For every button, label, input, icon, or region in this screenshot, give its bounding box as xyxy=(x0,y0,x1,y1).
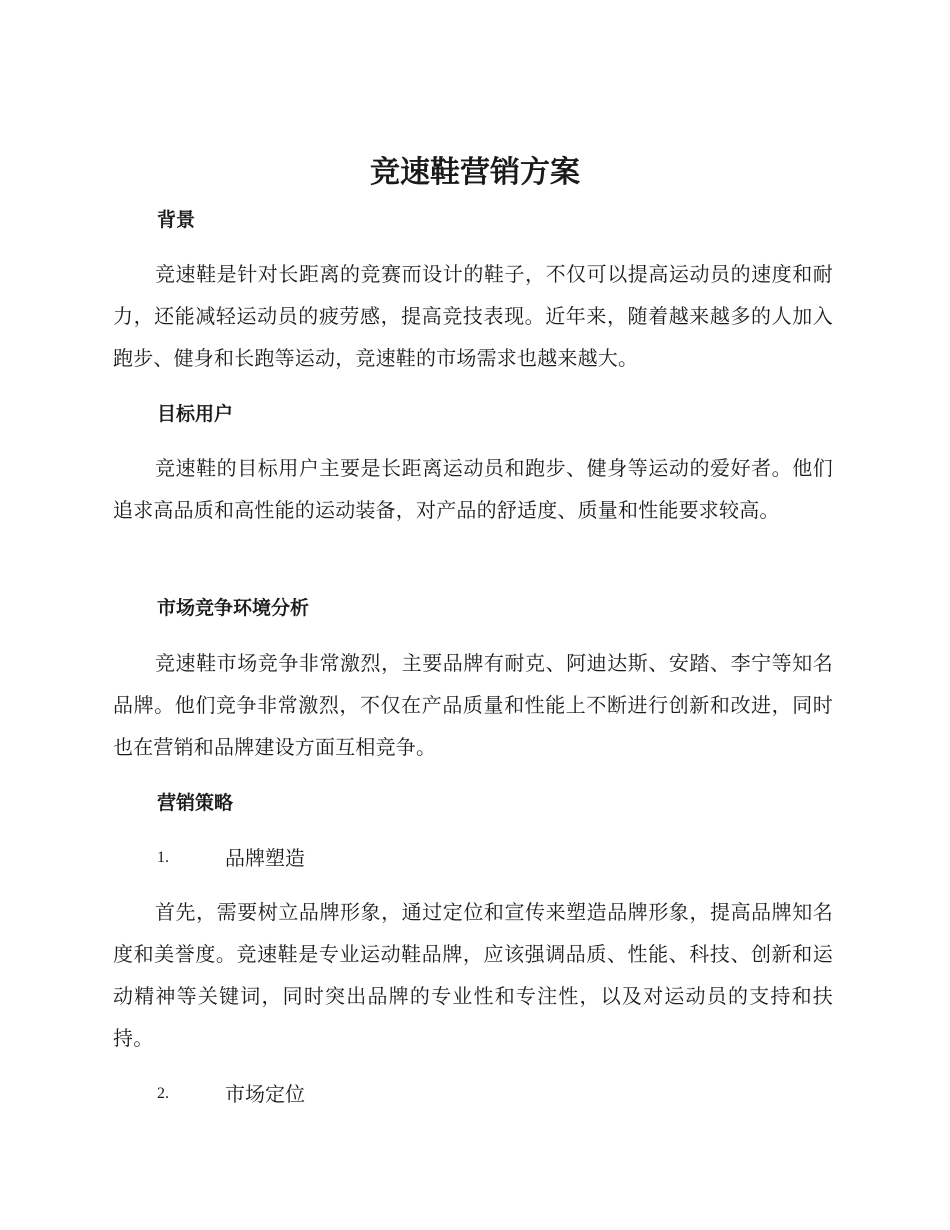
section-paragraph-target-users: 竞速鞋的目标用户主要是长距离运动员和跑步、健身等运动的爱好者。他们追求高品质和高性能的运动装备，对产品的舒适度、质量和性能要求较高。 xyxy=(113,456,833,522)
document-title: 竞速鞋营销方案 xyxy=(370,155,580,190)
list-item-paragraph-brand-building: 首先，需要树立品牌形象，通过定位和宣传来塑造品牌形象，提高品牌知名度和美誉度。竞速鞋是专业运动鞋品牌，应该强调品质、性能、科技、创新和运动精神等关键词，同时突出品牌的专业性和专注性，以及对运动员的支持和扶持。 xyxy=(113,900,833,1050)
list-item-label: 品牌塑造 xyxy=(225,846,305,870)
section-heading-target-users: 目标用户 xyxy=(157,403,234,425)
list-item-label: 市场定位 xyxy=(225,1082,305,1106)
section-paragraph-background: 竞速鞋是针对长距离的竞赛而设计的鞋子，不仅可以提高运动员的速度和耐力，还能减轻运动员的疲劳感，提高竞技表现。近年来，随着越来越多的人加入跑步、健身和长跑等运动，竞速鞋的市场需求也越来越大。 xyxy=(113,262,833,370)
list-item-market-positioning xyxy=(157,1079,305,1109)
section-heading-marketing-strategy: 营销策略 xyxy=(157,792,234,814)
list-item-number: 2. xyxy=(157,1085,169,1102)
section-paragraph-competition: 竞速鞋市场竞争非常激烈，主要品牌有耐克、阿迪达斯、安踏、李宁等知名品牌。他们竞争非常激烈，不仅在产品质量和性能上不断进行创新和改进，同时也在营销和品牌建设方面互相竞争。 xyxy=(113,651,833,759)
list-item-number: 1. xyxy=(157,849,169,866)
section-heading-competition: 市场竞争环境分析 xyxy=(157,597,310,619)
list-item-brand-building xyxy=(157,843,305,873)
section-heading-background: 背景 xyxy=(157,209,196,231)
